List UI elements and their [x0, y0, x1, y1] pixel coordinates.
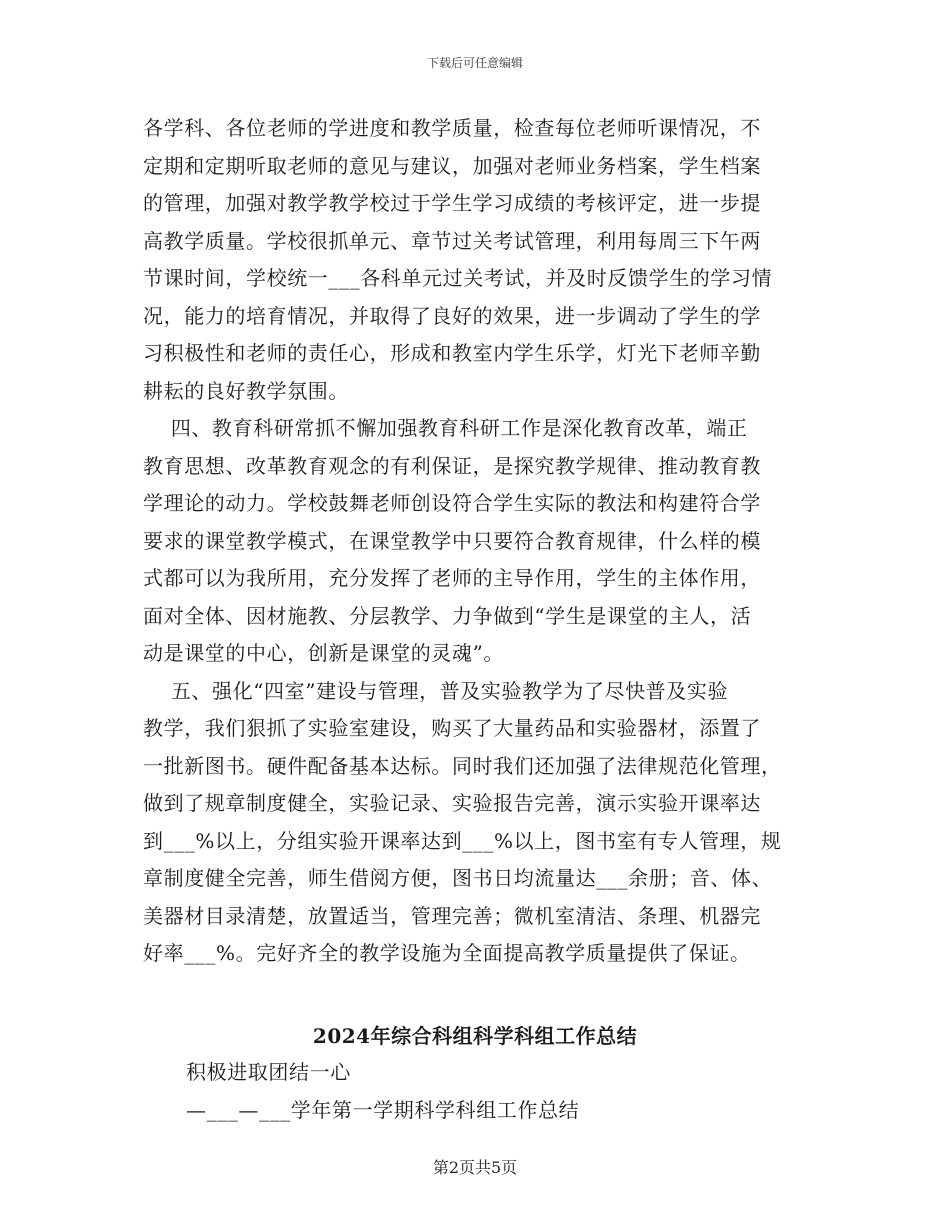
text-line: 高教学质量。学校很抓单元、章节过关考试管理，利用每周三下午两 — [143, 228, 761, 253]
text-line: 教学，我们狠抓了实验室建设，购买了大量药品和实验器材，添置了 — [143, 716, 761, 740]
text-line: 面对全体、因材施教、分层教学、力争做到“学生是课堂的主人，活 — [143, 603, 752, 628]
text-line: 况，能力的培育情况，并取得了良好的效果，进一步调动了学生的学 — [143, 303, 761, 328]
text-line: 要求的课堂教学模式，在课堂教学中只要符合教育规律，什么样的模 — [143, 528, 761, 553]
text-line: 到___%以上，分组实验开课率达到___%以上，图书室有专人管理，规 — [143, 828, 782, 853]
text-line: 的管理，加强对教学教学校过于学生学习成绩的考核评定，进一步提 — [143, 191, 761, 215]
text-line: 节课时间，学校统一___各科单元过关考试，并及时反馈学生的学习情 — [143, 266, 773, 290]
text-line: 耕耘的良好教学氛围。 — [143, 378, 349, 403]
text-line: 好率___%。完好齐全的教学设施为全面提高教学质量提供了保证。 — [143, 941, 751, 965]
page-header: 下载后可任意编辑 — [426, 56, 523, 70]
page-footer: 第2页共5页 — [432, 1158, 518, 1177]
text-line: 式都可以为我所用，充分发挥了老师的主导作用，学生的主体作用， — [143, 566, 761, 590]
text-line: 教育思想、改革教育观念的有利保证，是探究教学规律、推动教育教 — [143, 453, 761, 478]
text-line: 习积极性和老师的责任心，形成和教室内学生乐学，灯光下老师辛勤 — [143, 341, 761, 365]
text-line: 学理论的动力。学校鼓舞老师创设符合学生实际的教法和构建符合学 — [143, 491, 761, 515]
text-line: 动是课堂的中心，创新是课堂的灵魂”。 — [143, 641, 505, 665]
section-title: 2024年综合科组科学科组工作总结 — [312, 1024, 638, 1048]
body-text — [143, 110, 805, 973]
text-line: 做到了规章制度健全，实验记录、实验报告完善，演示实验开课率达 — [143, 791, 761, 815]
subtitle-line: 积极进取团结一心 — [186, 1060, 351, 1084]
text-line: 定期和定期听取老师的意见与建议，加强对老师业务档案，学生档案 — [143, 153, 761, 178]
subtitle-line: —___—___学年第一学期科学科组工作总结 — [186, 1098, 580, 1122]
text-line: 各学科、各位老师的学进度和教学质量，检查每位老师听课情况，不 — [143, 116, 761, 140]
text-line: 章制度健全完善，师生借阅方便，图书日均流量达___余册；音、体、 — [143, 866, 773, 890]
text-line: 四、教育科研常抓不懈加强教育科研工作是深化教育改革，端正 — [143, 416, 748, 440]
text-line: 美器材目录清楚，放置适当，管理完善；微机室清洁、条理、机器完 — [143, 903, 761, 928]
text-line: 一批新图书。硬件配备基本达标。同时我们还加强了法律规范化管理， — [143, 753, 782, 778]
text-line: 五、强化“四室”建设与管理，普及实验教学为了尽快普及实验 — [143, 678, 729, 703]
